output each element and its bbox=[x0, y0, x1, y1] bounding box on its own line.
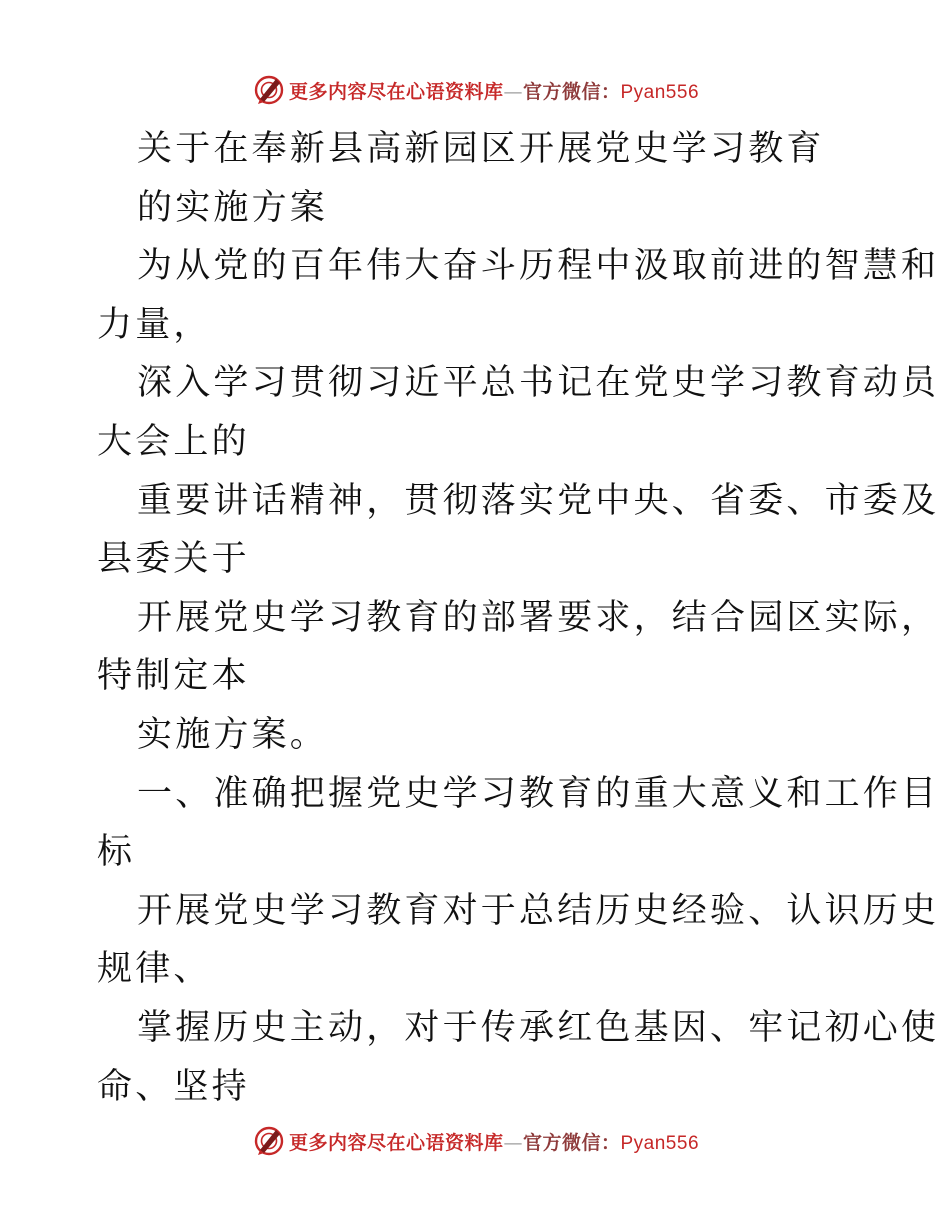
doc-title-line-1: 关于在奉新县高新园区开展党史学习教育 bbox=[137, 129, 825, 169]
paragraph-line: 开展党史学习教育的部署要求，结合园区实际， bbox=[137, 597, 940, 638]
section-heading-line: 一、准确把握党史学习教育的重大意义和工作目 bbox=[137, 773, 940, 814]
paragraph-line: 力量， bbox=[97, 304, 212, 345]
paragraph-line: 县委关于 bbox=[97, 539, 250, 580]
paragraph-line: 掌握历史主动，对于传承红色基因、牢记初心使 bbox=[137, 1007, 940, 1048]
paragraph-line: 特制定本 bbox=[97, 656, 250, 697]
doc-title-line-2: 的实施方案 bbox=[137, 187, 329, 228]
paragraph-line: 为从党的百年伟大奋斗历程中汲取前进的智慧和 bbox=[137, 246, 940, 287]
banner-text: 更多内容尽在心语资料库—官方微信：Pyan556 bbox=[288, 1131, 700, 1154]
section-heading-line: 标 bbox=[97, 832, 136, 873]
paragraph-line: 大会上的 bbox=[97, 421, 250, 462]
header-watermark-banner bbox=[0, 70, 950, 110]
paragraph-line: 重要讲话精神，贯彻落实党中央、省委、市委及 bbox=[137, 480, 940, 521]
document-body bbox=[97, 120, 940, 1116]
pen-logo-icon bbox=[251, 72, 287, 108]
paragraph-line: 规律、 bbox=[97, 949, 212, 990]
pen-logo-icon bbox=[251, 1123, 287, 1159]
paragraph-line: 实施方案。 bbox=[137, 714, 329, 755]
paragraph-line: 命、坚持 bbox=[97, 1066, 250, 1107]
footer-watermark-banner bbox=[0, 1121, 950, 1161]
banner-text: 更多内容尽在心语资料库—官方微信：Pyan556 bbox=[288, 80, 700, 103]
paragraph-line: 开展党史学习教育对于总结历史经验、认识历史 bbox=[137, 890, 940, 931]
paragraph-line: 深入学习贯彻习近平总书记在党史学习教育动员 bbox=[137, 363, 940, 404]
